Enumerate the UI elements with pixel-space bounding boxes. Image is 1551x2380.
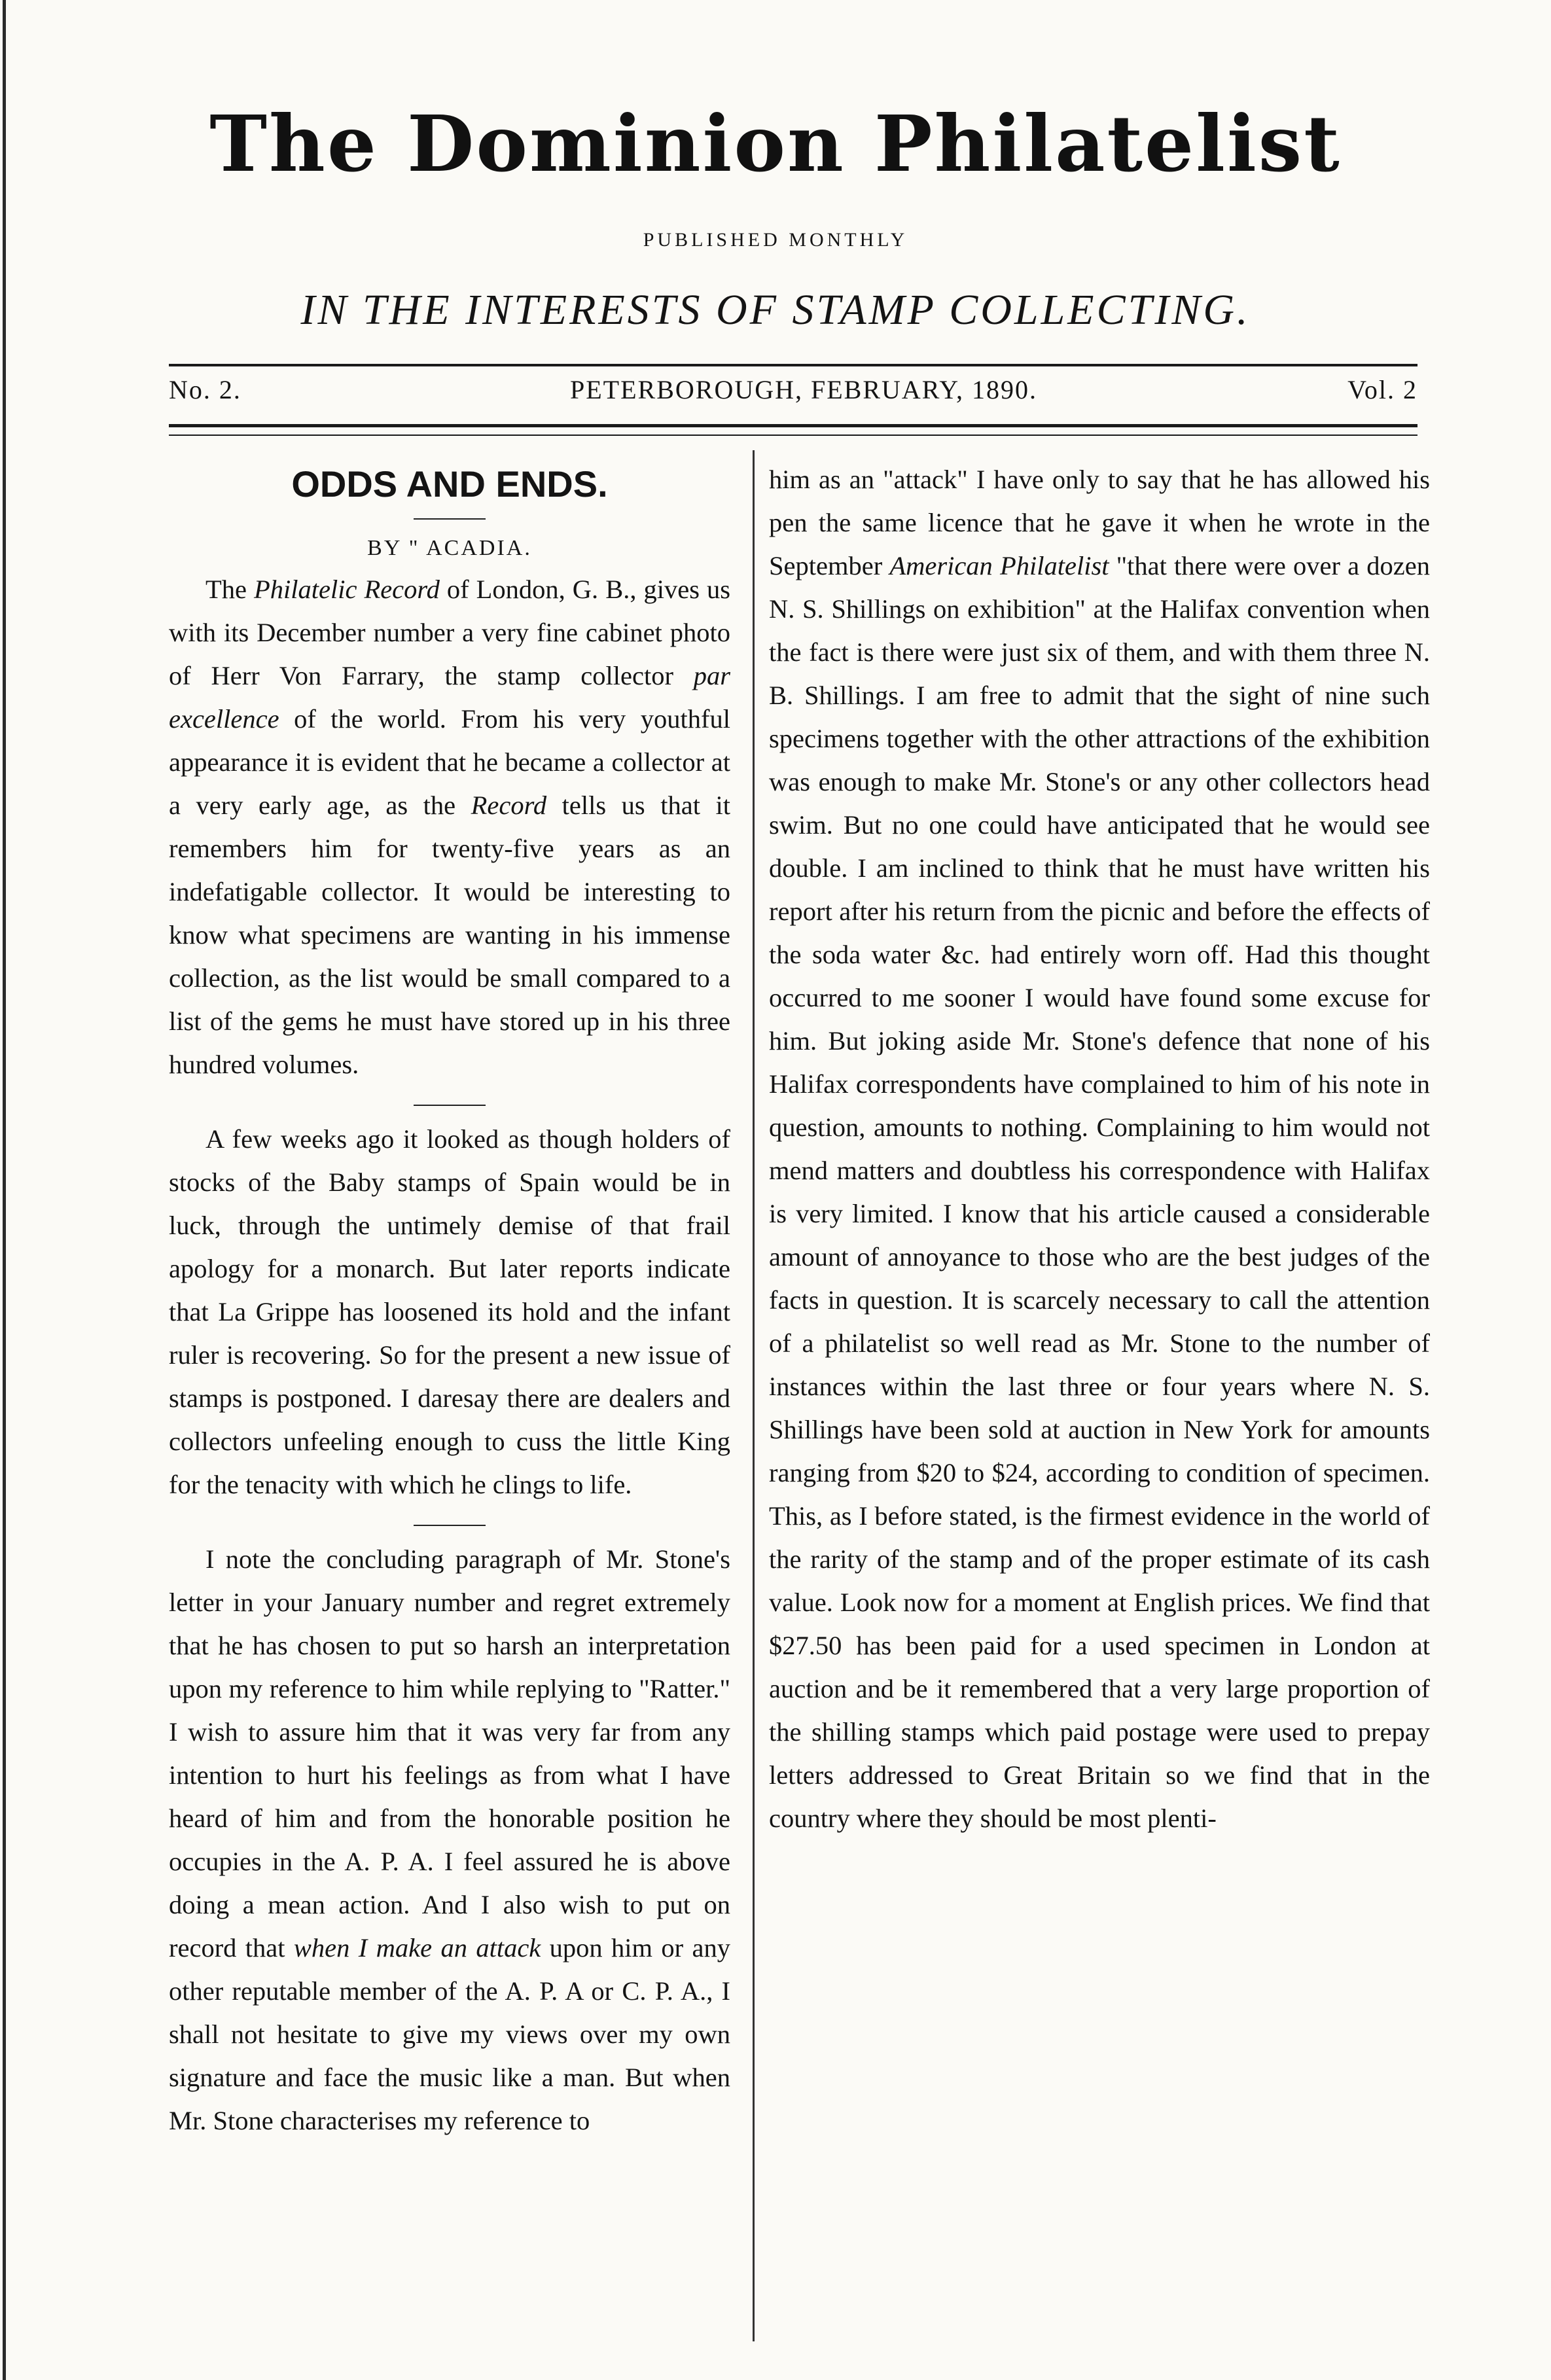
p1-italic-record-short: Record xyxy=(471,790,547,820)
right-text-c: "that there were over a dozen N. S. Shillings on exhibition" at the Halifax convention when the fact is there were just six of them, and with them three N. B. Shillings. I am free to admit that the sight of nine such specimens together with the other attractions of the exhibition was enough to make Mr. Stone's or any other collectors head swim. But no one could have anticipated that he would see double. I am inclined to think that he must have written his report after his return from the picnic and before the effects of the soda water &c. had entirely worn off. Had this thought occurred to me sooner I would have found some excuse for him. But joking aside Mr. Stone's defence that none of his Halifax correspondents have complained to him of his note in question, amounts to nothing. Complaining to him would not mend matters and doubtless his correspondence with Halifax is very limited. I know that his article caused a considerable amount of annoyance to those who are the best judges of the facts in question. It is scarcely necessary to call the attention of a philatelist so well read as Mr. Stone to the number of instances within the last three or four years where N. S. Shillings have been sold at auction in New York for amounts ranging from $20 to $24, according to condition of specimen. This, as I before stated, is the firmest evidence in the world of the rarity of the stamp and of the proper estimate of its cash value. Look now for a moment at English prices. We find that $27.50 has been paid for a used specimen in London at auction and be it remembered that a very large proportion of the shilling stamps which paid postage were used to prepay letters addressed to Great Britain so we find that in the country where they should be most plenti- xyxy=(769,551,1430,1833)
p3-text-c: upon him or any other reputable member of the A. P. A or C. P. A., I shall not hesitate to give my views over my own signature and face the music like a man. But when Mr. Stone characterises my reference to xyxy=(169,1933,731,2135)
published-monthly: PUBLISHED MONTHLY xyxy=(643,229,908,251)
header-rule-top xyxy=(169,364,1417,366)
right-column xyxy=(769,458,1430,1840)
right-text-a: him as an "attack" I have only to say that he has allowed his pen the same licence that he gave it when he wrote in the September xyxy=(769,465,1430,580)
issue-number: No. 2. xyxy=(169,375,241,404)
issue-volume: Vol. 2 xyxy=(1347,375,1417,404)
p1-italic-par-excellence: par excellence xyxy=(169,661,730,734)
masthead-subtitle: IN THE INTERESTS OF STAMP COLLECTING. xyxy=(300,286,1251,334)
column-divider xyxy=(753,450,755,2341)
p1-text-a: The xyxy=(205,575,254,604)
title-rule xyxy=(414,518,486,520)
p3-italic-attack: when I make an attack xyxy=(293,1933,541,1963)
p3-text-a: I note the concluding paragraph of Mr. Stone's letter in your January number and regret extremely that he has chosen to put so harsh an interpretation upon my reference to him while replying to "Ratter." I wish to assure him that it was very far from any intention to hurt his feelings as from what I have heard of him and from the honorable position he occupies in the A. P. A. I feel assured he is above doing a mean action. And I also wish to put on record that xyxy=(169,1544,730,1963)
p1-text-c: of London, G. B., gives us with its December number a very fine cabinet photo of Herr Von Farrary, the stamp collector xyxy=(169,575,730,690)
header-rule-bottom-thin xyxy=(169,435,1417,436)
article-title: ODDS AND ENDS. xyxy=(291,463,608,505)
right-italic-american-philatelist: American Philatelist xyxy=(889,551,1109,580)
section-rule-1 xyxy=(414,1105,486,1106)
header-rule-bottom xyxy=(169,424,1417,427)
article-byline: BY " ACADIA. xyxy=(367,536,532,560)
issue-place-date: PETERBOROUGH, FEBRUARY, 1890. xyxy=(569,375,1038,404)
p1-text-e: of the world. From his very youthful appearance it is evident that he became a collector at a very early age, as the xyxy=(169,704,730,820)
paragraph-1 xyxy=(169,568,730,1086)
paragraph-3 xyxy=(169,1538,730,2142)
p1-italic-record: Philatelic Record xyxy=(253,575,440,604)
paragraph-2: A few weeks ago it looked as though holders of stocks of the Baby stamps of Spain would be in luck, through the untimely demise of that frail apology for a monarch. But later reports indicate that La Grippe has loosened its hold and the infant ruler is recovering. So for the present a new issue of stamps is postponed. I daresay there are dealers and collectors unfeeling enough to cuss the little King for the tenacity with which he clings to life. xyxy=(169,1124,730,1499)
issue-line xyxy=(169,374,1417,414)
section-rule-2 xyxy=(414,1525,486,1526)
page-edge-rule xyxy=(3,0,6,2380)
paragraph-continued xyxy=(769,458,1430,1840)
masthead-title: The Dominion Philatelist xyxy=(209,98,1342,189)
left-column xyxy=(169,458,730,2142)
p1-text-g: tells us that it remembers him for twenty-five years as an indefatigable collector. It would be interesting to know what specimens are wanting in his immense collection, as the list would be small compared to a list of the gems he must have stored up in his three hundred volumes. xyxy=(169,790,730,1079)
